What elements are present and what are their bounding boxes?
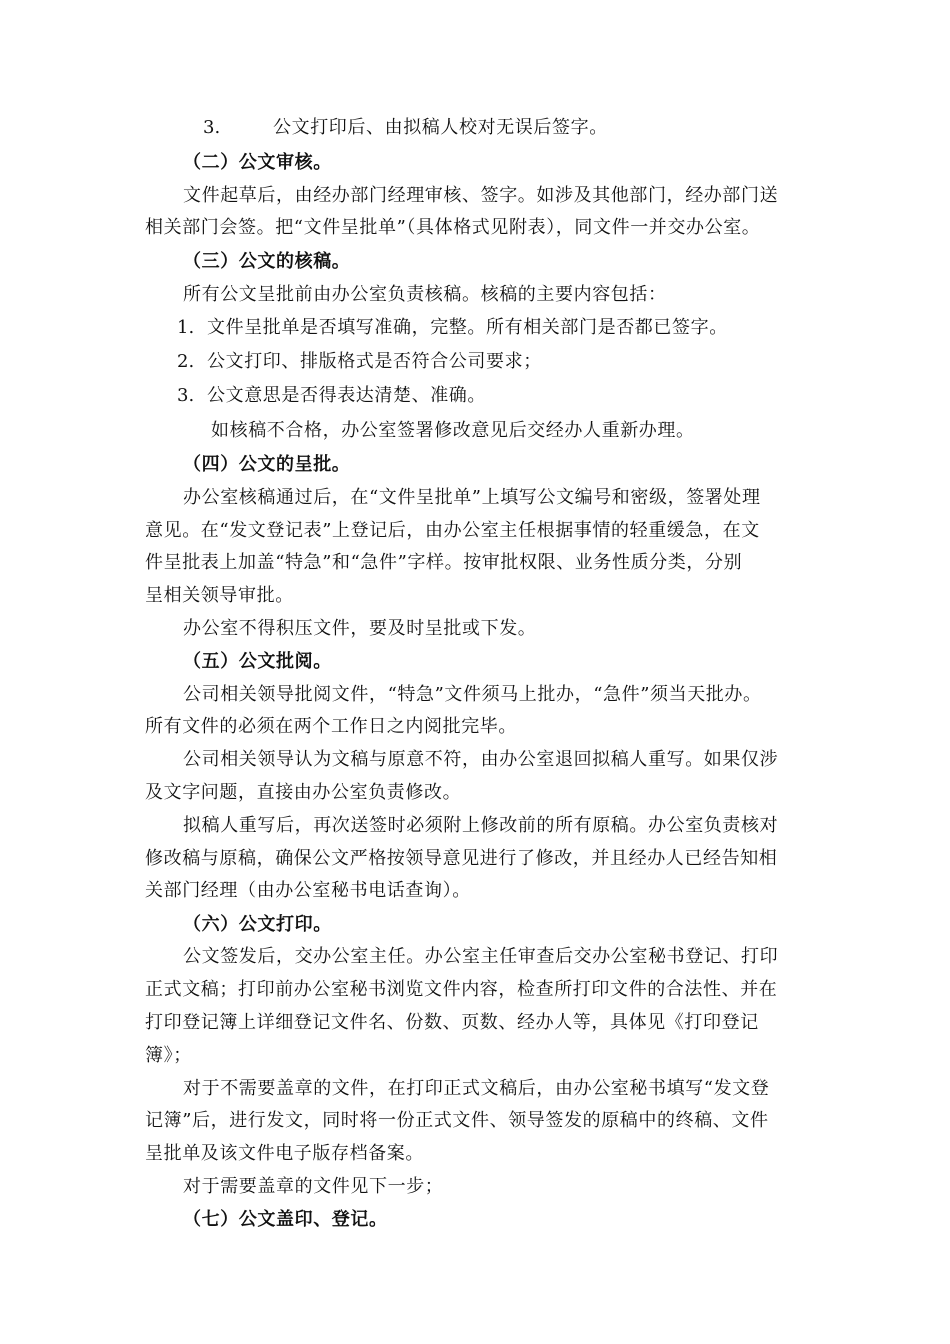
section-heading-2: （二）公文审核。 <box>183 152 332 173</box>
paragraph-line: 办公室不得积压文件，要及时呈批或下发。 <box>183 618 537 639</box>
paragraph-line: 如核稿不合格，办公室签署修改意见后交经办人重新办理。 <box>211 420 695 441</box>
paragraph-line: 拟稿人重写后，再次送签时必须附上修改前的所有原稿。办公室负责核对 <box>183 815 779 836</box>
section-heading-6: （六）公文打印。 <box>183 914 332 935</box>
list-item-number: 2. <box>177 351 195 372</box>
paragraph-line: 公司相关领导批阅文件，“特急”文件须马上批办，“急件”须当天批办。 <box>183 684 762 705</box>
paragraph-line: 簿》； <box>145 1045 192 1066</box>
paragraph-line: 呈批单及该文件电子版存档备案。 <box>145 1143 424 1164</box>
paragraph-line: 呈相关领导审批。 <box>145 585 294 606</box>
paragraph-line: 关部门经理（由办公室秘书电话查询）。 <box>145 880 471 901</box>
paragraph-line: 正式文稿；打印前办公室秘书浏览文件内容，检查所打印文件的合法性、并在 <box>145 979 778 1000</box>
paragraph-line: 办公室核稿通过后，在“文件呈批单”上填写公文编号和密级，签署处理 <box>183 487 761 508</box>
paragraph-line: 相关部门会签。把“文件呈批单”（具体格式见附表），同文件一并交办公室。 <box>145 217 761 238</box>
list-item-number: 3. <box>177 385 195 406</box>
paragraph-line: 意见。在“发文登记表”上登记后，由办公室主任根据事情的轻重缓急，在文 <box>145 520 760 541</box>
paragraph-line: 打印登记簿上详细登记文件名、份数、页数、经办人等，具体见《打印登记 <box>145 1012 759 1033</box>
paragraph-line: 对于不需要盖章的文件，在打印正式文稿后，由办公室秘书填写“发文登 <box>183 1078 770 1099</box>
section-heading-5: （五）公文批阅。 <box>183 651 332 672</box>
paragraph-line: 公文签发后，交办公室主任。办公室主任审查后交办公室秘书登记、打印 <box>183 946 779 967</box>
list-item-text: 文件呈批单是否填写准确，完整。所有相关部门是否都已签字。 <box>207 317 728 338</box>
list-item-number: 3. <box>203 117 221 138</box>
list-item-text: 公文打印后、由拟稿人校对无误后签字。 <box>273 117 608 138</box>
paragraph-line: 对于需要盖章的文件见下一步； <box>183 1176 444 1197</box>
paragraph-line: 所有公文呈批前由办公室负责核稿。核稿的主要内容包括： <box>183 284 667 305</box>
paragraph-line: 及文字问题，直接由办公室负责修改。 <box>145 782 462 803</box>
section-heading-3: （三）公文的核稿。 <box>183 251 351 272</box>
section-heading-4: （四）公文的呈批。 <box>183 454 351 475</box>
paragraph-line: 文件起草后，由经办部门经理审核、签字。如涉及其他部门，经办部门送 <box>183 185 779 206</box>
list-item-text: 公文打印、排版格式是否符合公司要求； <box>207 351 542 372</box>
paragraph-line: 公司相关领导认为文稿与原意不符，由办公室退回拟稿人重写。如果仅涉 <box>183 749 779 770</box>
section-heading-7: （七）公文盖印、登记。 <box>183 1209 388 1230</box>
list-item-number: 1. <box>177 317 195 338</box>
paragraph-line: 所有文件的必须在两个工作日之内阅批完毕。 <box>145 716 517 737</box>
paragraph-line: 修改稿与原稿，确保公文严格按领导意见进行了修改，并且经办人已经告知相 <box>145 848 778 869</box>
paragraph-line: 件呈批表上加盖“特急”和“急件”字样。按审批权限、业务性质分类，分别 <box>145 552 743 573</box>
paragraph-line: 记簿”后，进行发文，同时将一份正式文件、领导签发的原稿中的终稿、文件 <box>145 1110 769 1131</box>
list-item-text: 公文意思是否得表达清楚、准确。 <box>207 385 486 406</box>
